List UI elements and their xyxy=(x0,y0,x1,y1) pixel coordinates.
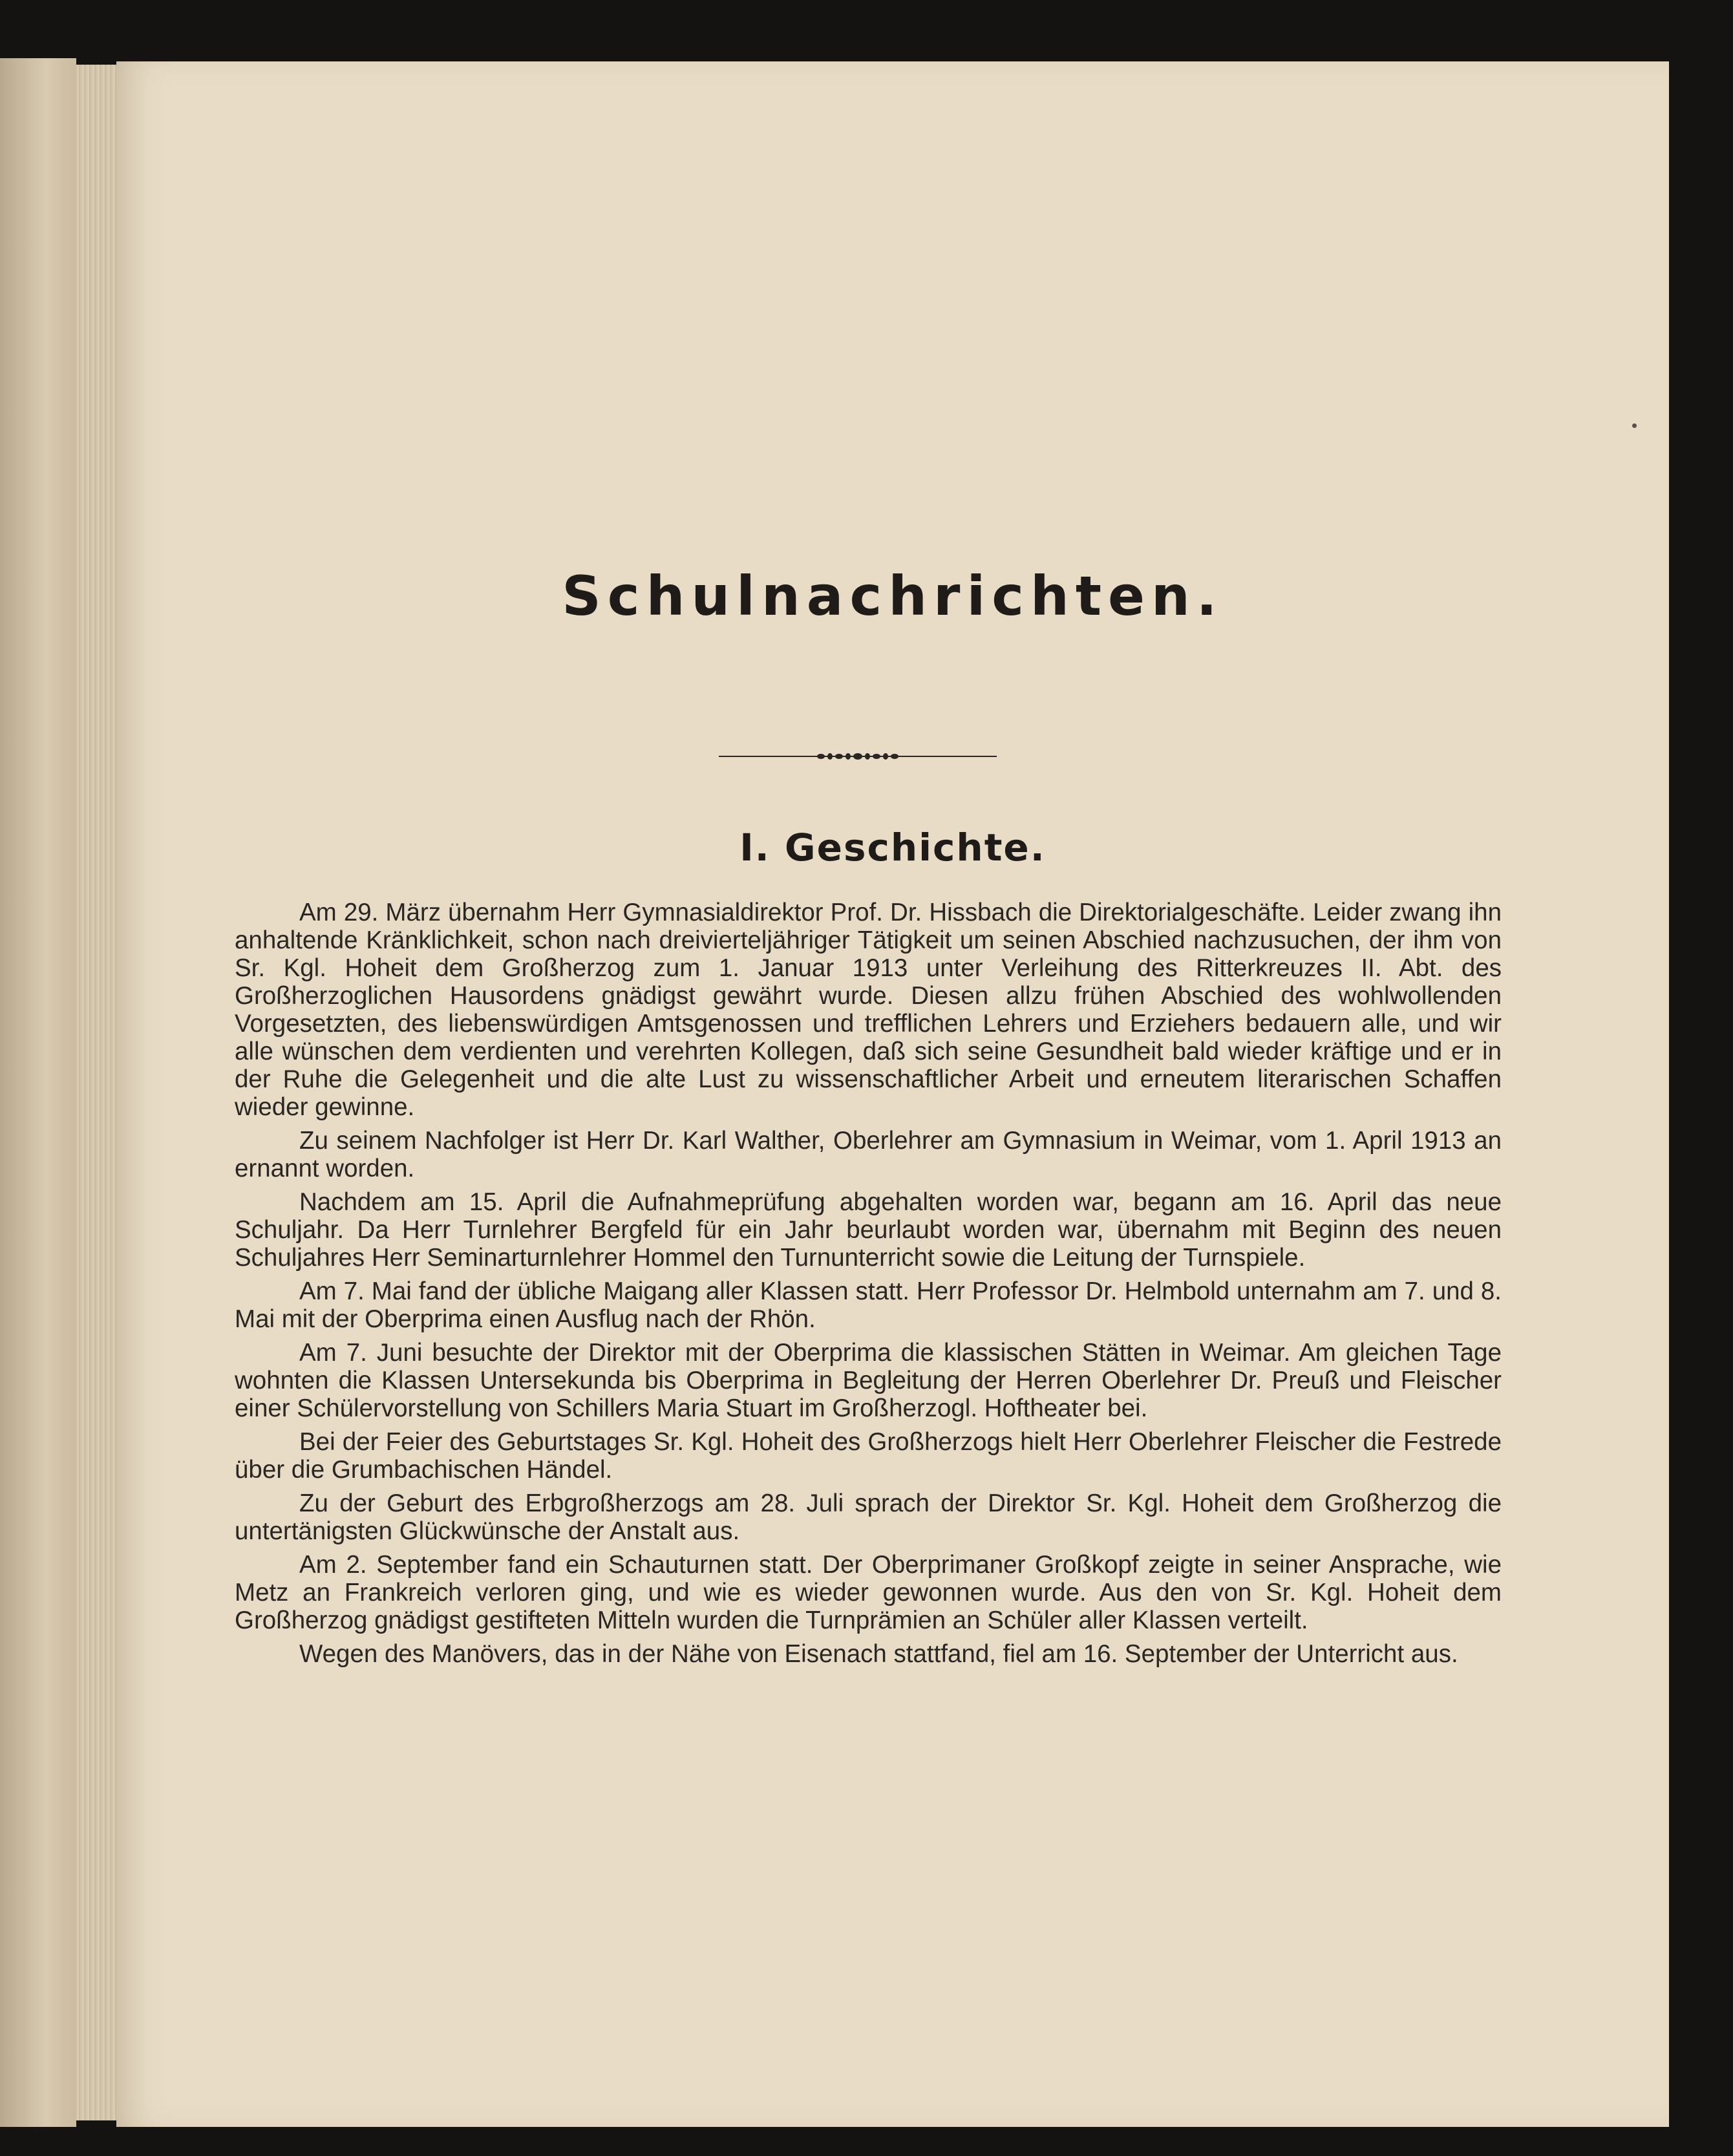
ornament-divider-icon xyxy=(719,747,997,766)
body-text xyxy=(235,899,1502,1674)
paragraph: Am 2. September fand ein Schauturnen statt. Der Oberprimaner Großkopf zeigte in seiner Ansprache, wie Metz an Frankreich verloren ging, und wie es wieder gewonnen wurde. Aus den von Sr. Kgl. Hoheit dem Großherzog gnädigst gestifteten Mitteln wurden die Turnprämien an Schüler aller Klassen verteilt. xyxy=(235,1551,1502,1634)
facing-page-edge xyxy=(0,58,76,2127)
paragraph: Zu der Geburt des Erbgroßherzogs am 28. Juli sprach der Direktor Sr. Kgl. Hoheit dem Großherzog die untertänigsten Glückwünsche der Anstalt aus. xyxy=(235,1489,1502,1545)
paragraph: Wegen des Manövers, das in der Nähe von Eisenach stattfand, fiel am 16. September der Unterricht aus. xyxy=(299,1640,1458,1668)
paper-speck xyxy=(1632,423,1637,428)
paragraph: Nachdem am 15. April die Aufnahmeprüfung abgehalten worden war, begann am 16. April das neue Schuljahr. Da Herr Turnlehrer Bergfeld für ein Jahr beurlaubt worden war, übernahm mit Beginn des neuen Schuljahres Herr Seminarturnlehrer Hommel den Turnunterricht sowie die Leitung der Turnspiele. xyxy=(235,1188,1502,1272)
paragraph: Zu seinem Nachfolger ist Herr Dr. Karl Walther, Oberlehrer am Gymnasium in Weimar, vom 1. April 1913 an ernannt worden. xyxy=(235,1127,1502,1182)
page-title: Schulnachrichten. xyxy=(562,564,1224,628)
paragraph: Am 7. Mai fand der übliche Maigang aller Klassen statt. Herr Professor Dr. Helmbold unternahm am 7. und 8. Mai mit der Oberprima einen Ausflug nach der Rhön. xyxy=(235,1277,1502,1333)
section-heading: I. Geschichte. xyxy=(739,826,1046,870)
book-page xyxy=(116,61,1669,2127)
paragraph: Bei der Feier des Geburtstages Sr. Kgl. Hoheit des Großherzogs hielt Herr Oberlehrer Fleischer die Festrede über die Grumbachischen Händel. xyxy=(235,1428,1502,1484)
paragraph: Am 29. März übernahm Herr Gymnasialdirektor Prof. Dr. Hissbach die Direktorialgeschäfte. Leider zwang ihn anhaltende Kränklichkeit, schon nach dreivierteljähriger Tätigkeit um seinen Abschied nachzusuchen, der ihm von Sr. Kgl. Hoheit dem Großherzog zum 1. Januar 1913 unter Verleihung des Ritterkreuzes II. Abt. des Großherzoglichen Hausordens gnädigst gewährt wurde. Diesen allzu frühen Abschied des wohlwollenden Vorgesetzten, des liebenswürdigen Amtsgenossen und trefflichen Lehrers und Erziehers bedauern alle, und wir alle wünschen dem verdienten und verehrten Kollegen, daß sich seine Gesundheit bald wieder kräftige und er in der Ruhe die Gelegenheit und die alte Lust zu wissenschaftlicher Arbeit und erneutem literarischen Schaffen wieder gewinne. xyxy=(235,899,1502,1121)
paragraph: Am 7. Juni besuchte der Direktor mit der Oberprima die klassischen Stätten in Weimar. Am gleichen Tage wohnten die Klassen Untersekunda bis Oberprima in Begleitung der Herren Oberlehrer Dr. Preuß und Fleischer einer Schülervorstellung von Schillers Maria Stuart im Großherzogl. Hoftheater bei. xyxy=(235,1339,1502,1422)
